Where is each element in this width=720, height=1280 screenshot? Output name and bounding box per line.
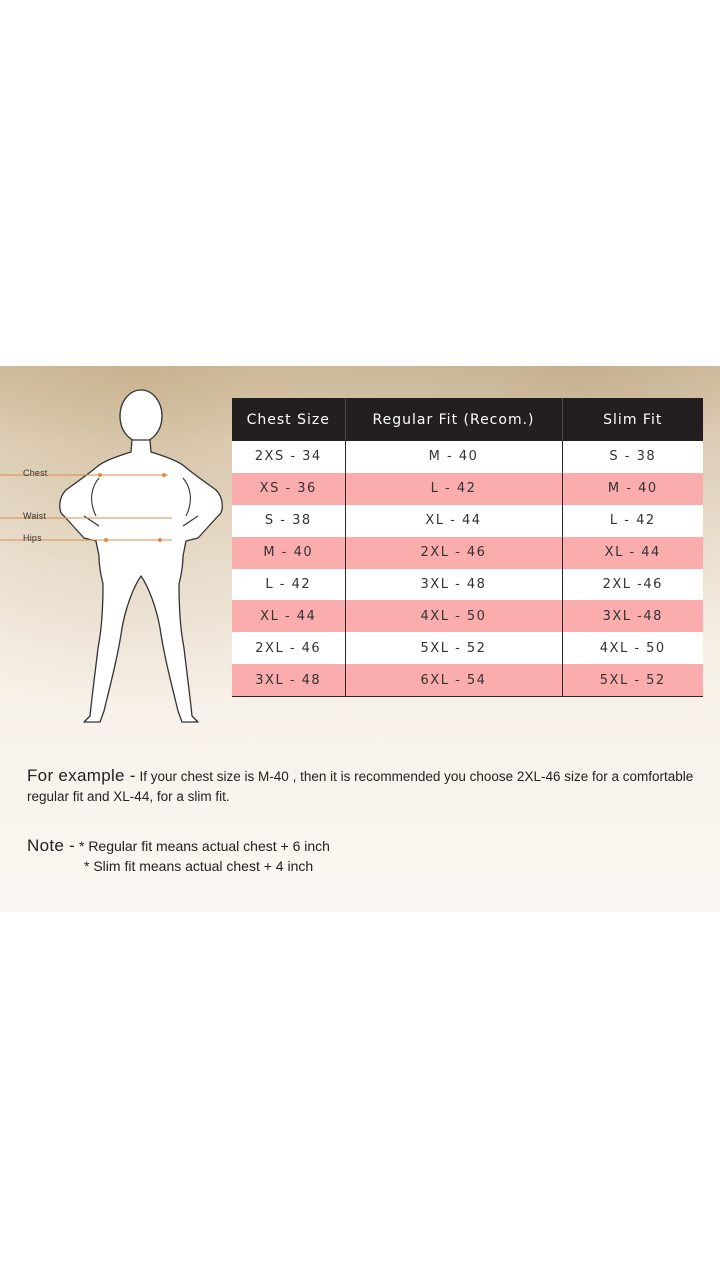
table-row	[232, 537, 703, 569]
table-row	[232, 441, 703, 473]
chest-size-cell: 2XL - 46	[232, 632, 345, 664]
note-line-slim: * Slim fit means actual chest + 4 inch	[84, 858, 314, 874]
regular-fit-cell: L - 42	[345, 473, 562, 505]
table-row	[232, 569, 703, 601]
slim-fit-cell: 4XL - 50	[562, 632, 703, 664]
table-row	[232, 664, 703, 696]
slim-fit-cell: XL - 44	[562, 537, 703, 569]
chest-size-cell: 2XS - 34	[232, 441, 345, 473]
chest-size-cell: XS - 36	[232, 473, 345, 505]
regular-fit-cell: 2XL - 46	[345, 537, 562, 569]
header-slim-fit: Slim Fit	[562, 398, 703, 441]
slim-fit-cell: L - 42	[562, 505, 703, 537]
regular-fit-cell: 3XL - 48	[345, 569, 562, 601]
header-regular-fit: Regular Fit (Recom.)	[345, 398, 562, 441]
slim-fit-cell: 5XL - 52	[562, 664, 703, 696]
regular-fit-cell: 5XL - 52	[345, 632, 562, 664]
chest-label: Chest	[23, 468, 48, 478]
regular-fit-cell: 6XL - 54	[345, 664, 562, 696]
example-lead: For example -	[27, 766, 136, 785]
chest-size-cell: 3XL - 48	[232, 664, 345, 696]
table-row	[232, 473, 703, 505]
slim-fit-cell: 2XL -46	[562, 569, 703, 601]
slim-fit-cell: 3XL -48	[562, 600, 703, 632]
example-paragraph	[27, 766, 707, 807]
chest-size-cell: XL - 44	[232, 600, 345, 632]
table-row	[232, 505, 703, 537]
slim-fit-cell: M - 40	[562, 473, 703, 505]
note-lead: Note -	[27, 836, 76, 855]
waist-label: Waist	[23, 511, 47, 521]
table-header-row	[232, 398, 703, 441]
hips-label: Hips	[23, 533, 42, 543]
chest-size-cell: L - 42	[232, 569, 345, 601]
example-text: If your chest size is M-40 , then it is recommended you choose 2XL-46 size for a comfortable regular fit and XL-44, for a slim fit.	[27, 769, 694, 804]
slim-fit-cell: S - 38	[562, 441, 703, 473]
regular-fit-cell: XL - 44	[345, 505, 562, 537]
size-chart-table	[232, 398, 703, 697]
table-row	[232, 600, 703, 632]
table-row	[232, 632, 703, 664]
regular-fit-cell: M - 40	[345, 441, 562, 473]
header-chest-size: Chest Size	[232, 398, 345, 441]
body-outline-figure	[0, 366, 230, 736]
size-chart-panel	[0, 366, 720, 912]
chest-size-cell: S - 38	[232, 505, 345, 537]
note-line-regular: * Regular fit means actual chest + 6 inch	[75, 838, 330, 854]
note-block	[27, 836, 707, 876]
chest-size-cell: M - 40	[232, 537, 345, 569]
regular-fit-cell: 4XL - 50	[345, 600, 562, 632]
